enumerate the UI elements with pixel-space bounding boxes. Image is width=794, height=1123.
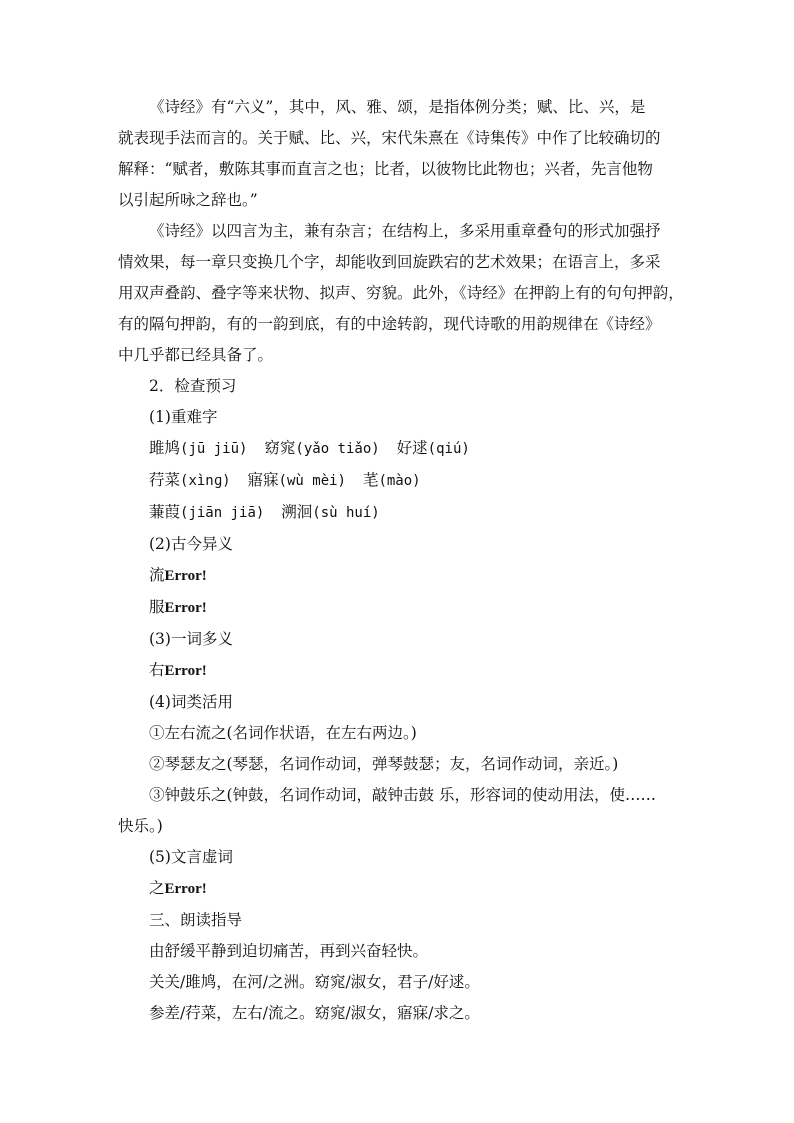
word-class-item-3-continued: 快乐。) xyxy=(118,817,163,835)
error-field: Error! xyxy=(164,881,207,897)
function-words-heading: (5)文言虚词 xyxy=(149,848,233,866)
reading-guide-line-3: 参差/荇菜，左右/流之。窈窕/淑女，寤寐/求之。 xyxy=(149,1004,480,1022)
char-entry: 寤寐(wù mèi) xyxy=(247,471,346,489)
intro-p1-line1: 《诗经》有“六义”，其中，风、雅、颂，是指体例分类；赋、比、兴，是 xyxy=(149,98,646,116)
word-class-heading: (4)词类活用 xyxy=(149,693,233,711)
reading-guide-line-1: 由舒缓平静到迫切痛苦，再到兴奋轻快。 xyxy=(149,942,429,960)
error-field: Error! xyxy=(164,568,207,584)
char-entry: 雎鸠(jū jiū) xyxy=(149,439,248,457)
word-class-item-1: ①左右流之(名词作状语，在左右两边。) xyxy=(149,724,417,742)
char-entry: 好逑(qiú) xyxy=(396,439,470,457)
intro-p2-line2: 情效果，每一章只变换几个字，却能收到回旋跌宕的艺术效果；在语言上，多采 xyxy=(118,253,661,271)
document-page xyxy=(118,92,684,1029)
word-class-item-3: ③钟鼓乐之(钟鼓，名词作动词，敲钟击鼓 乐，形容词的使动用法，使…… xyxy=(149,786,656,804)
char-entry: 芼(mào) xyxy=(362,471,421,489)
reading-guide-heading: 三、朗读指导 xyxy=(149,911,243,929)
difficult-chars-row-3 xyxy=(118,497,680,529)
word-class-item-2: ②琴瑟友之(琴瑟，名词作动词，弹琴鼓瑟；友，名词作动词，亲近。) xyxy=(149,755,619,773)
intro-p1-line4: 以引起所咏之辞也。” xyxy=(118,191,258,209)
preview-heading: 2．检查预习 xyxy=(149,377,237,395)
intro-p2-line4: 有的隔句押韵，有的一韵到底，有的中途转韵，现代诗歌的用韵规律在《诗经》 xyxy=(118,315,661,333)
ancient-modern-item-1 xyxy=(118,560,680,592)
ancient-modern-heading: (2)古今异义 xyxy=(149,535,233,553)
difficult-chars-row-2 xyxy=(118,465,680,497)
item-char: 右 xyxy=(149,661,165,679)
error-field: Error! xyxy=(164,663,207,679)
reading-guide-line-2: 关关/雎鸠，在河/之洲。窈窕/淑女，君子/好逑。 xyxy=(149,973,480,991)
item-char: 之 xyxy=(149,879,165,897)
difficult-chars-row-1 xyxy=(118,433,680,465)
intro-p1-line3: 解释：“赋者，敷陈其事而直言之也；比者，以彼物比此物也；兴者，先言他物 xyxy=(118,160,653,178)
intro-p1-line2: 就表现手法而言的。关于赋、比、兴，宋代朱熹在《诗集传》中作了比较确切的 xyxy=(118,129,661,147)
ancient-modern-item-2 xyxy=(118,592,680,624)
polysemy-heading: (3)一词多义 xyxy=(149,630,233,648)
char-entry: 荇菜(xìnɡ) xyxy=(149,471,231,489)
char-entry: 蒹葭(jiān jiā) xyxy=(149,503,265,521)
char-entry: 溯洄(sù huí) xyxy=(281,503,380,521)
char-entry: 窈窕(yǎo tiǎo) xyxy=(264,439,380,457)
function-words-item-1 xyxy=(118,873,680,905)
polysemy-item-1 xyxy=(118,655,680,687)
intro-p2-line5: 中几乎都已经具备了。 xyxy=(118,346,274,364)
item-char: 服 xyxy=(149,598,165,616)
difficult-chars-heading: (1)重难字 xyxy=(149,408,218,426)
error-field: Error! xyxy=(164,600,207,616)
intro-p2-line1: 《诗经》以四言为主，兼有杂言；在结构上，多采用重章叠句的形式加强抒 xyxy=(149,222,661,240)
intro-p2-line3: 用双声叠韵、叠字等来状物、拟声、穷貌。此外，《诗经》在押韵上有的句句押韵， xyxy=(118,284,684,302)
item-char: 流 xyxy=(149,566,165,584)
